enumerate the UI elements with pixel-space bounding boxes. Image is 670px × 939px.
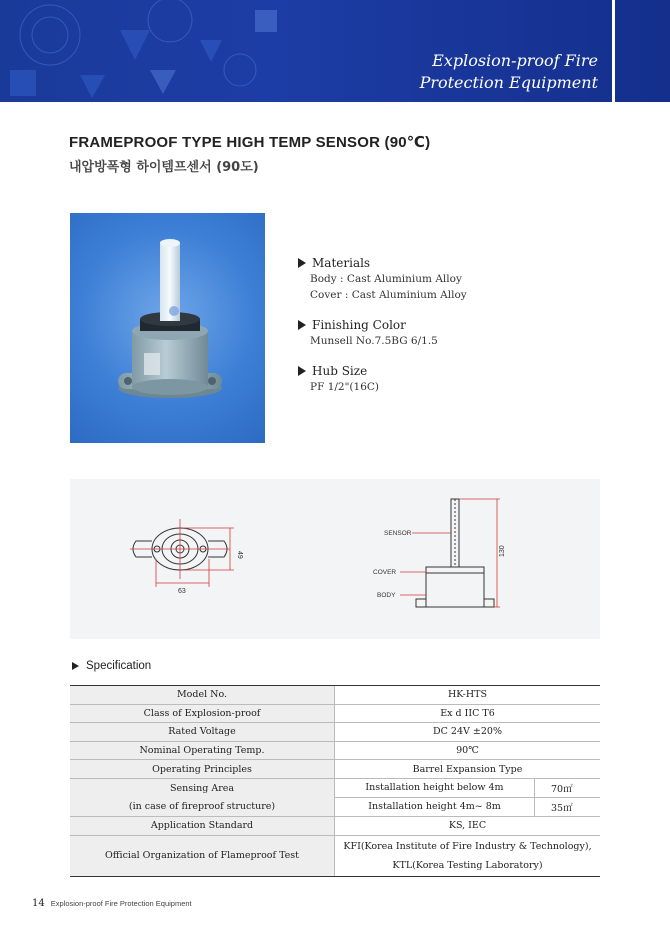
spec-heading: Materials bbox=[312, 256, 371, 270]
row-label: Sensing Area bbox=[169, 782, 235, 794]
footer-text: Explosion-proof Fire Protection Equipment bbox=[50, 899, 192, 908]
row-label: Rated Voltage bbox=[70, 723, 335, 741]
dimension-drawing bbox=[70, 479, 600, 639]
table-row bbox=[70, 686, 600, 705]
spec-line: Cover : Cast Aluminium Alloy bbox=[310, 289, 467, 301]
row-label: Class of Explosion-proof bbox=[70, 705, 335, 723]
header-banner bbox=[0, 0, 670, 102]
banner-pattern-graphic bbox=[0, 0, 290, 102]
spec-bullets bbox=[298, 255, 467, 409]
row-label: Application Standard bbox=[70, 817, 335, 835]
page-footer bbox=[32, 898, 192, 909]
row-value: Ex d IIC T6 bbox=[440, 707, 495, 719]
table-row bbox=[70, 760, 600, 779]
cover-label: COVER bbox=[373, 569, 397, 576]
product-title-en: FRAMEPROOF TYPE HIGH TEMP SENSOR (90℃) bbox=[69, 134, 431, 151]
spec-line: Munsell No.7.5BG 6/1.5 bbox=[310, 335, 438, 347]
height-dimension-label: 49 bbox=[236, 551, 243, 559]
triangle-bullet-icon bbox=[298, 258, 306, 268]
row-value: HK-HTS bbox=[447, 689, 488, 701]
banner-divider bbox=[612, 0, 615, 102]
row-label: (in case of fireproof structure) bbox=[128, 801, 276, 813]
body-label: BODY bbox=[377, 592, 396, 599]
spec-line: Body : Cast Aluminium Alloy bbox=[310, 273, 462, 285]
row-value: KS, IEC bbox=[448, 820, 487, 832]
row-label: Official Organization of Flameproof Test bbox=[70, 836, 335, 876]
page-number: 14 bbox=[32, 898, 45, 909]
row-label: Operating Principles bbox=[70, 760, 335, 778]
table-row bbox=[70, 817, 600, 836]
sensing-condition: Installation height below 4m bbox=[335, 779, 535, 797]
row-value: DC 24V ±20% bbox=[433, 726, 502, 738]
row-value: 90℃ bbox=[456, 745, 479, 757]
row-label: Nominal Operating Temp. bbox=[70, 742, 335, 760]
product-title-ko: 내압방폭형 하이템프센서 (90도) bbox=[69, 160, 259, 175]
sensing-area-row bbox=[70, 779, 600, 817]
sensing-condition: Installation height 4m~ 8m bbox=[335, 798, 535, 817]
section-title-line1: Explosion-proof Fire bbox=[432, 51, 598, 70]
sensing-value: 70㎡ bbox=[551, 783, 573, 795]
spec-line: PF 1/2"(16C) bbox=[310, 381, 380, 393]
sensor-illustration bbox=[70, 213, 265, 443]
table-row bbox=[70, 723, 600, 742]
spec-heading: Finishing Color bbox=[312, 318, 406, 332]
technical-drawing bbox=[70, 479, 600, 639]
spec-hub-size bbox=[298, 363, 467, 395]
row-value-line: KTL(Korea Testing Laboratory) bbox=[392, 859, 543, 871]
table-row bbox=[70, 836, 600, 876]
row-label: Model No. bbox=[70, 686, 335, 704]
section-title-line2: Protection Equipment bbox=[419, 73, 598, 92]
specification-table bbox=[70, 685, 600, 877]
specification-heading-text: Specification bbox=[86, 660, 152, 672]
product-photo bbox=[70, 213, 265, 443]
spec-finishing-color bbox=[298, 317, 467, 349]
triangle-bullet-icon bbox=[298, 320, 306, 330]
width-dimension-label: 63 bbox=[178, 588, 186, 595]
spec-materials bbox=[298, 255, 467, 303]
sensing-value: 35㎡ bbox=[551, 802, 573, 814]
section-title bbox=[420, 50, 598, 94]
spec-heading: Hub Size bbox=[312, 364, 368, 378]
table-row bbox=[70, 705, 600, 724]
row-value-line: KFI(Korea Institute of Fire Industry & Technology), bbox=[343, 840, 592, 852]
total-height-dimension-label: 130 bbox=[499, 545, 506, 557]
table-row bbox=[70, 742, 600, 761]
specification-heading bbox=[72, 660, 151, 672]
triangle-bullet-icon bbox=[298, 366, 306, 376]
triangle-bullet-icon bbox=[72, 662, 79, 670]
row-value bbox=[335, 836, 600, 876]
row-value: Barrel Expansion Type bbox=[412, 763, 523, 775]
sensor-label: SENSOR bbox=[384, 530, 412, 537]
